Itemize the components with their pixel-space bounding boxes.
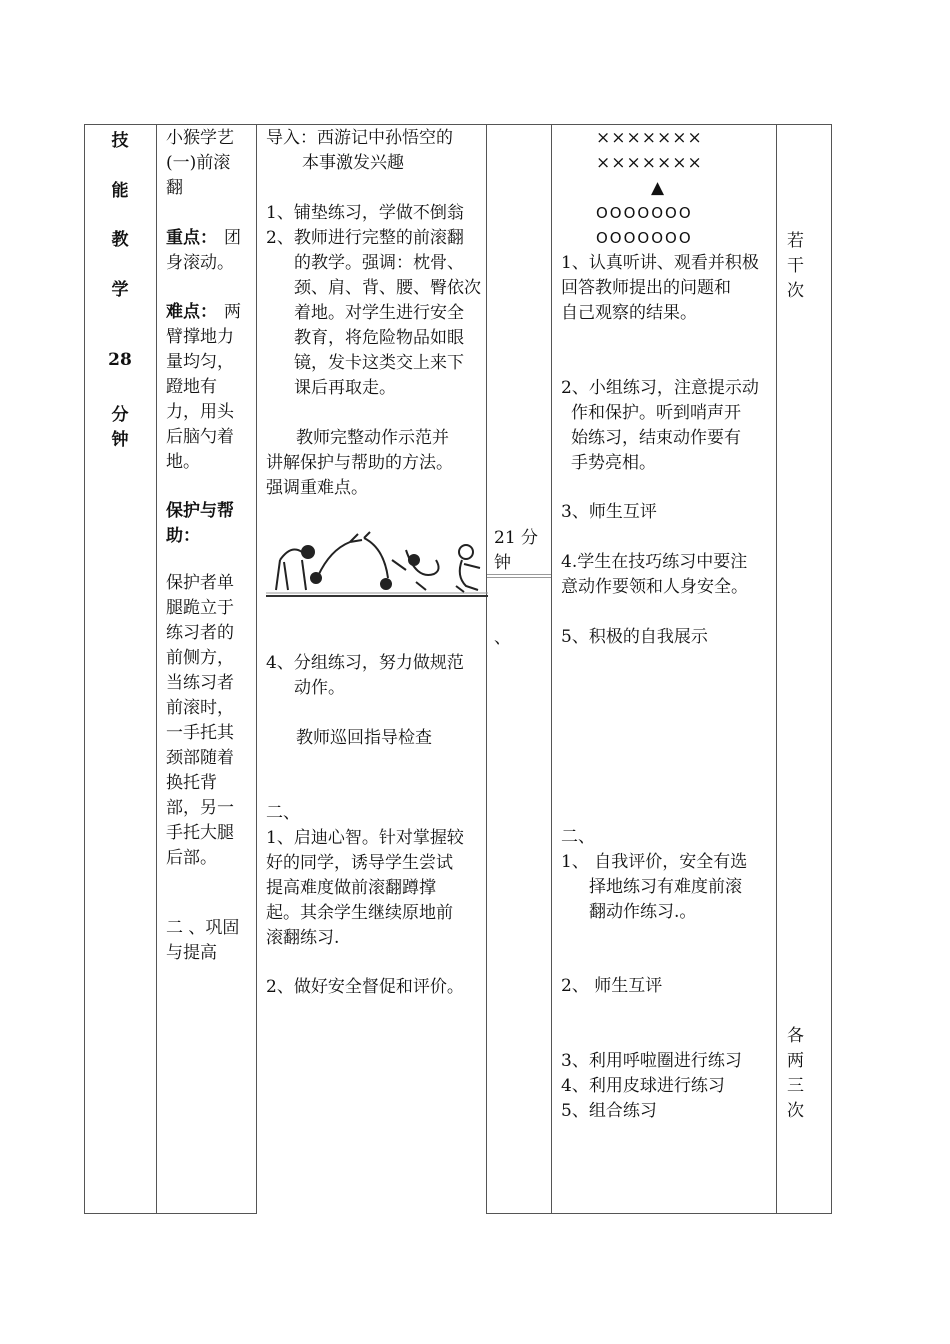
- student-item-5: 5、积极的自我展示: [561, 627, 708, 647]
- difficulty-text: 地。: [166, 452, 200, 472]
- key-point-label: 重点：: [166, 228, 217, 248]
- intro-text: 本事激发兴趣: [302, 153, 404, 173]
- difficulty-text: 量均匀，: [166, 352, 234, 372]
- student-item-2: 作和保护。听到哨声开: [571, 403, 741, 423]
- student-sec2-item-5: 5、组合练习: [561, 1101, 657, 1121]
- teacher-sec2-item-1: 滚翻练习.: [266, 928, 340, 948]
- protection-text: 保护者单: [166, 573, 234, 593]
- intro-text: 导入：西游记中孙悟空的: [266, 128, 453, 148]
- stage-char: 分: [111, 405, 129, 425]
- teacher-item-2: 镜，发卡这类交上来下: [294, 353, 464, 373]
- teacher-sec2-item-1: 1、启迪心智。针对掌握较: [266, 828, 464, 848]
- repetition-count: 两: [787, 1051, 804, 1071]
- protection-text: 当练习者: [166, 673, 234, 693]
- student-item-1: 回答教师提出的问题和: [561, 278, 731, 298]
- teacher-position-marker: ▲: [651, 178, 665, 198]
- student-sec2-item-1: 翻动作练习.。: [589, 902, 697, 922]
- student-item-3: 3、师生互评: [561, 502, 657, 522]
- student-sec2-item-3: 3、利用呼啦圈进行练习: [561, 1051, 742, 1071]
- demo-text: 讲解保护与帮助的方法。: [266, 453, 453, 473]
- time-label: 21 分: [494, 528, 539, 548]
- col-count: [776, 124, 832, 1214]
- repetition-count: 各: [787, 1026, 804, 1046]
- teacher-item-2: 课后再取走。: [294, 378, 396, 398]
- topic-title: (一)前滚: [166, 153, 231, 173]
- forward-roll-illustration: [266, 530, 488, 600]
- student-sec2-item-2: 2、 师生互评: [561, 976, 663, 996]
- formation-row: ×××××××: [596, 153, 703, 173]
- teacher-item-4: 4、分组练习，努力做规范: [266, 653, 464, 673]
- student-item-4: 意动作要领和人身安全。: [561, 577, 748, 597]
- stage-char: 能: [111, 181, 129, 201]
- protection-text: 后部。: [166, 848, 217, 868]
- student-section-two: 二、: [561, 827, 595, 847]
- student-sec2-item-4: 4、利用皮球进行练习: [561, 1076, 725, 1096]
- protection-text: 颈部随着: [166, 748, 234, 768]
- patrol-text: 教师巡回指导检查: [296, 728, 432, 748]
- protection-text: 手托大腿: [166, 823, 234, 843]
- section-two-title: 二 、巩固: [166, 918, 240, 938]
- stage-char: 技: [111, 131, 129, 151]
- student-item-2: 手势亮相。: [571, 453, 656, 473]
- teacher-item-2: 颈、肩、背、腰、臀依次: [294, 278, 481, 298]
- topic-title: 小猴学艺: [166, 128, 234, 148]
- difficulty-text: 蹬地有: [166, 377, 217, 397]
- repetition-count: 若: [787, 231, 804, 251]
- teacher-item-4: 动作。: [294, 678, 345, 698]
- stage-char: 学: [111, 280, 129, 300]
- topic-title: 翻: [166, 178, 183, 198]
- student-item-2: 2、小组练习，注意提示动: [561, 378, 759, 398]
- teacher-item-2: 教育，将危险物品如眼: [294, 328, 464, 348]
- difficulty-text: 后脑勺着: [166, 427, 234, 447]
- difficulty-label: 难点：: [166, 302, 217, 322]
- formation-row: ×××××××: [596, 128, 703, 148]
- formation-row: OOOOOOO: [596, 229, 693, 247]
- key-point-text: 团: [224, 228, 241, 248]
- student-sec2-item-1: 1、 自我评价，安全有选: [561, 852, 748, 872]
- col-time: [486, 124, 552, 1214]
- teacher-section-two: 二、: [266, 803, 300, 823]
- student-item-1: 1、认真听讲、观看并积极: [561, 253, 759, 273]
- protection-label: 保护与帮: [166, 501, 234, 521]
- time-divider: [487, 574, 551, 578]
- repetition-count: 干: [787, 256, 804, 276]
- teacher-item-2: 2、教师进行完整的前滚翻: [266, 228, 464, 248]
- teacher-item-2: 着地。对学生进行安全: [294, 303, 464, 323]
- repetition-count: 次: [787, 1101, 804, 1121]
- student-item-4: 4.学生在技巧练习中要注: [561, 552, 748, 572]
- protection-text: 部，另一: [166, 798, 234, 818]
- difficulty-text: 两: [224, 302, 241, 322]
- student-item-2: 始练习，结束动作要有: [571, 428, 741, 448]
- protection-label: 助：: [166, 526, 200, 546]
- section-two-title: 与提高: [166, 943, 217, 963]
- difficulty-text: 力，用头: [166, 402, 234, 422]
- stage-duration: 28: [108, 350, 132, 370]
- teacher-sec2-item-1: 起。其余学生继续原地前: [266, 903, 453, 923]
- protection-text: 前侧方，: [166, 648, 234, 668]
- stage-char: 钟: [111, 430, 129, 450]
- teacher-item-2: 的教学。强调：枕骨、: [294, 253, 464, 273]
- time-mark: 、: [494, 628, 511, 648]
- student-item-1: 自己观察的结果。: [561, 303, 697, 323]
- teacher-item-1: 1、铺垫练习，学做不倒翁: [266, 203, 464, 223]
- key-point-text: 身滚动。: [166, 253, 234, 273]
- protection-text: 一手托其: [166, 723, 234, 743]
- teacher-sec2-item-1: 好的同学，诱导学生尝试: [266, 853, 453, 873]
- teacher-sec2-item-2: 2、做好安全督促和评价。: [266, 977, 464, 997]
- student-sec2-item-1: 择地练习有难度前滚: [589, 877, 742, 897]
- teacher-sec2-item-1: 提高难度做前滚翻蹲撑: [266, 878, 436, 898]
- demo-text: 教师完整动作示范并: [296, 428, 449, 448]
- difficulty-text: 臂撑地力: [166, 327, 234, 347]
- protection-text: 腿跪立于: [166, 598, 234, 618]
- stage-char: 教: [111, 230, 129, 250]
- time-label: 钟: [494, 553, 511, 573]
- repetition-count: 三: [787, 1076, 804, 1096]
- protection-text: 练习者的: [166, 623, 234, 643]
- repetition-count: 次: [787, 281, 804, 301]
- demo-text: 强调重难点。: [266, 478, 368, 498]
- formation-row: OOOOOOO: [596, 204, 693, 222]
- protection-text: 换托背: [166, 773, 217, 793]
- protection-text: 前滚时，: [166, 698, 234, 718]
